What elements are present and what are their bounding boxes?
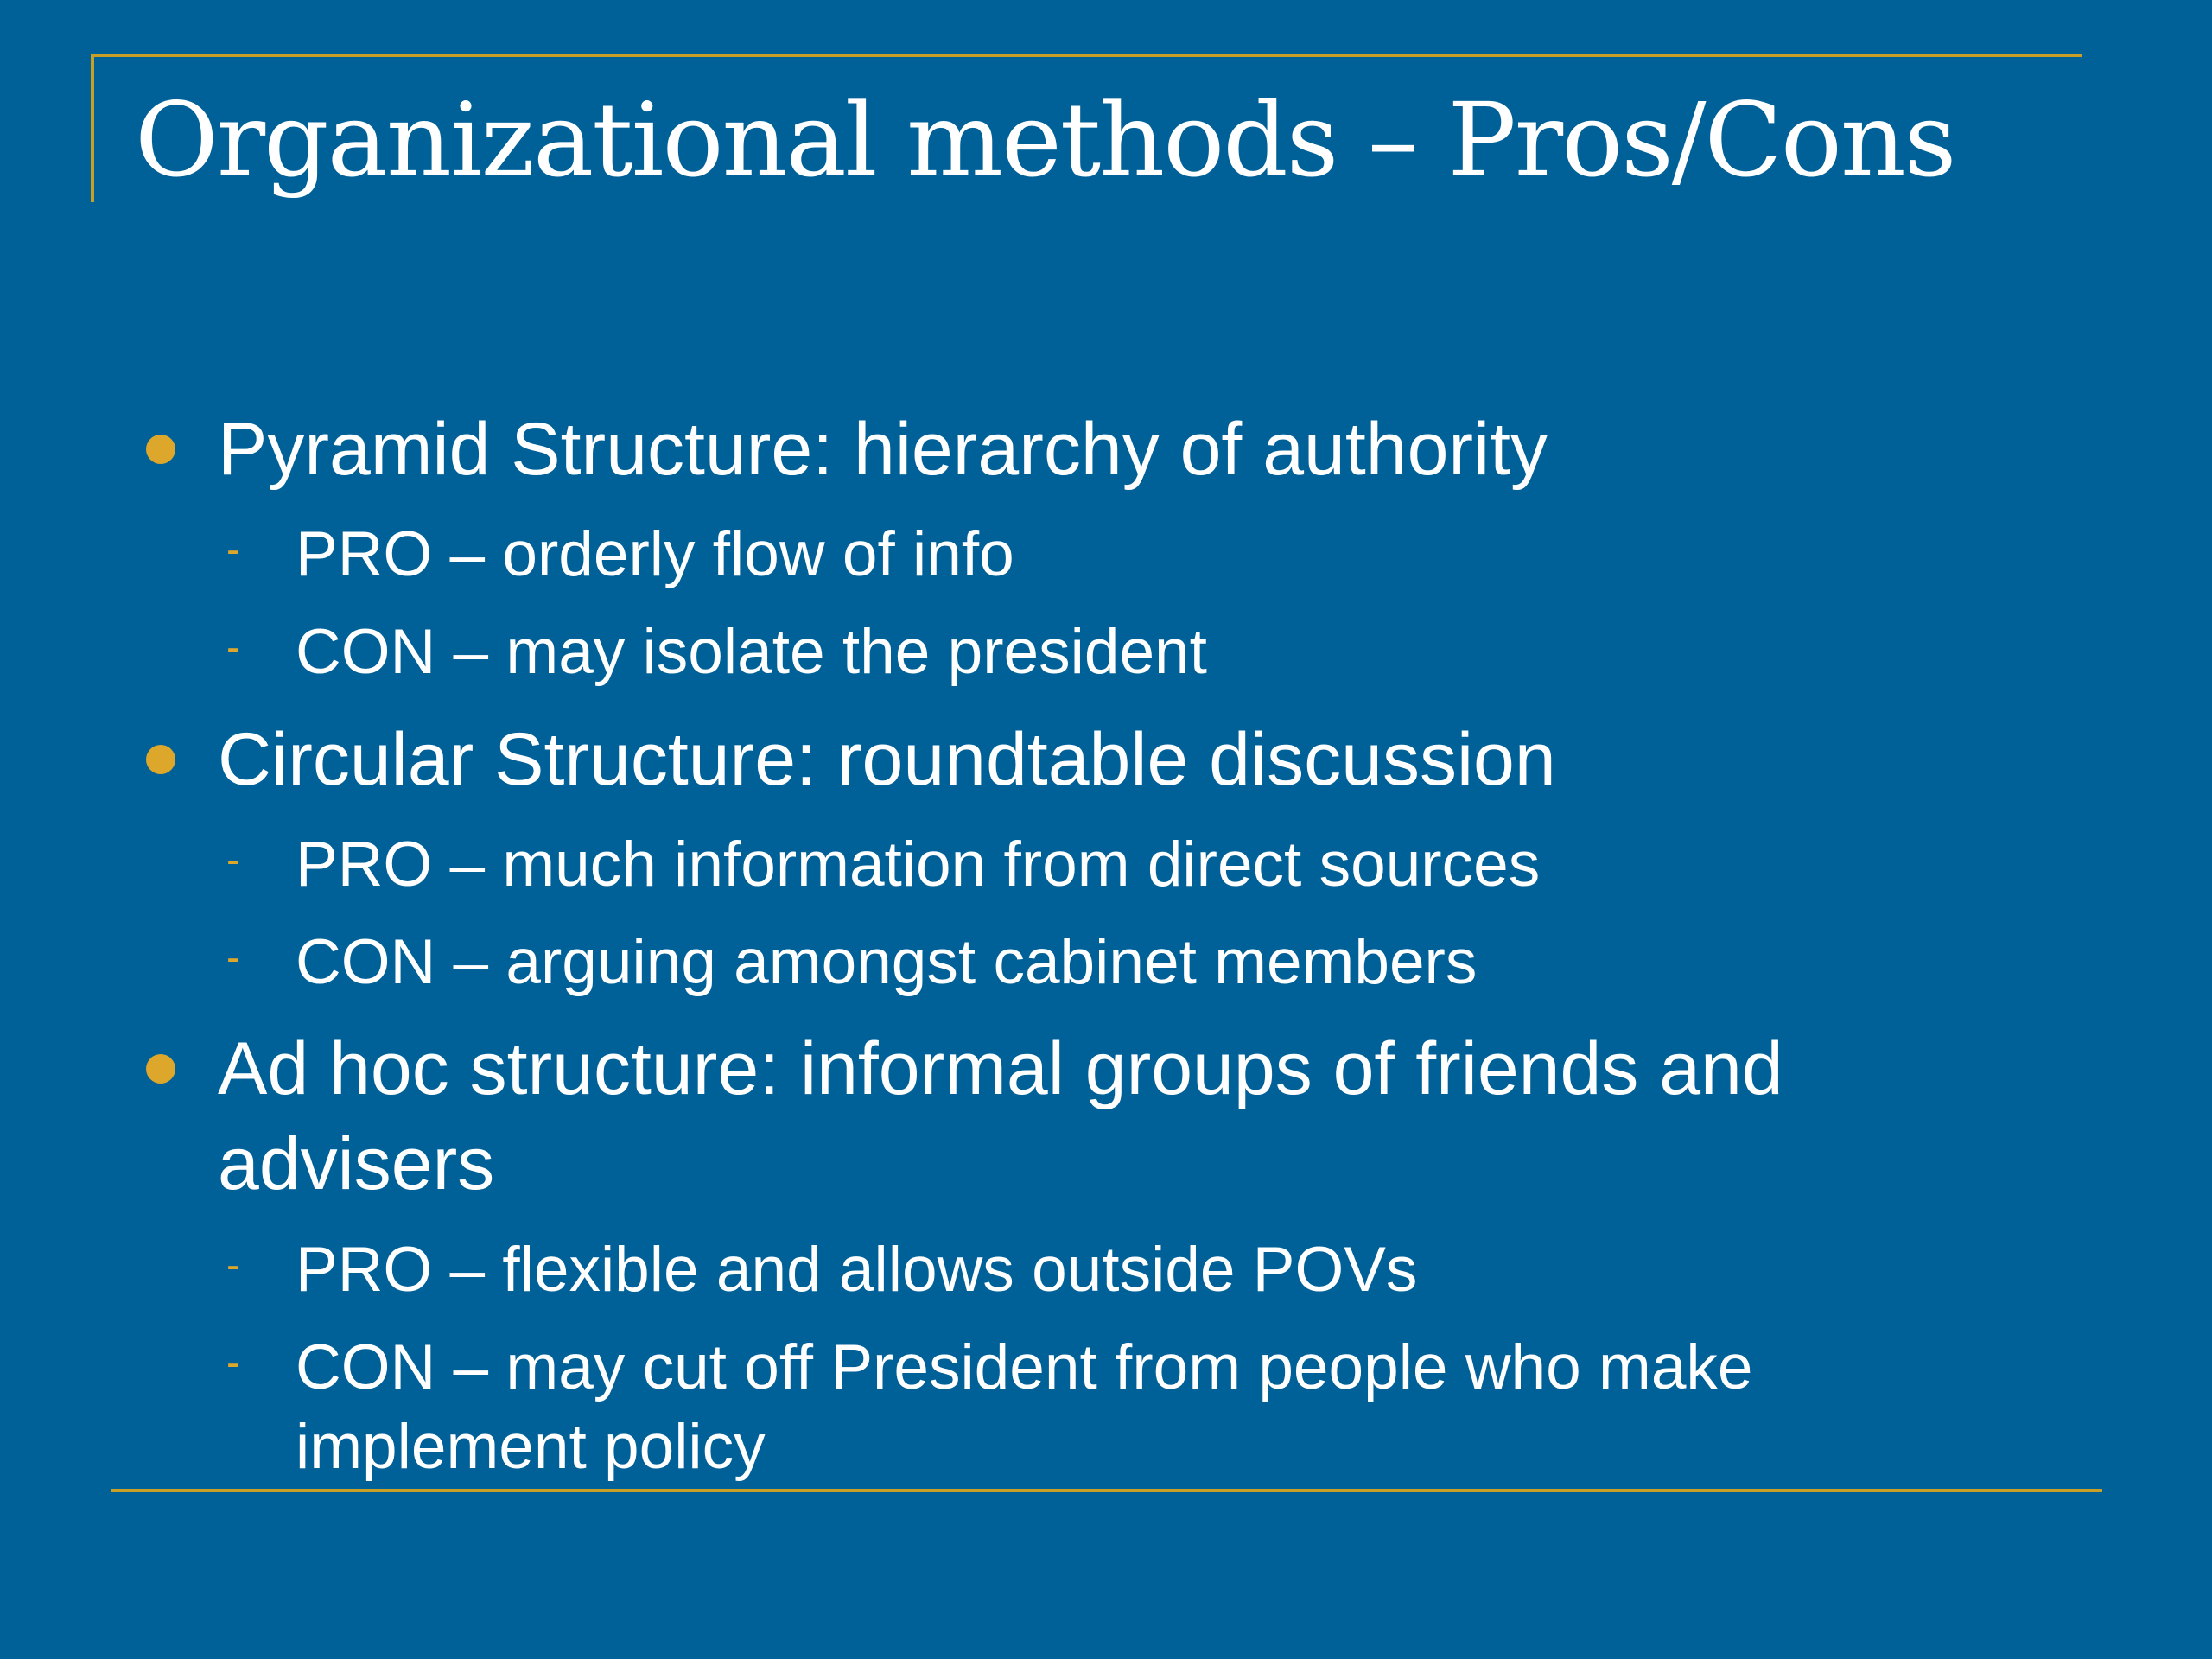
sub-item-adhoc-con-line1: CON – may cut off President from people who make — [296, 1332, 1753, 1402]
dash-icon: - — [226, 837, 240, 883]
bullet-item-adhoc-line1: Ad hoc structure: informal groups of friends and — [218, 1027, 1783, 1110]
sub-item-pyramid-pro: PRO – orderly flow of info — [296, 519, 1014, 589]
dash-icon: - — [226, 625, 240, 671]
sub-item-circular-pro: PRO – much information from direct sources — [296, 830, 1541, 899]
bullet-dot-icon — [146, 435, 175, 464]
sub-item-pyramid-con: CON – may isolate the president — [296, 617, 1207, 687]
dash-icon: - — [226, 527, 240, 573]
sub-item-adhoc-pro: PRO – flexible and allows outside POVs — [296, 1235, 1418, 1305]
bottom-divider-line — [111, 1489, 2102, 1492]
dash-icon: - — [226, 1340, 240, 1386]
bullet-item-pyramid: Pyramid Structure: hierarchy of authority — [218, 408, 1548, 491]
dash-icon: - — [226, 1243, 240, 1288]
sub-item-adhoc-con-line2: implement policy — [296, 1412, 766, 1482]
bullet-item-circular: Circular Structure: roundtable discussion — [218, 718, 1556, 801]
slide-title: Organizational methods – Pros/Cons — [135, 80, 1955, 200]
sub-item-circular-con: CON – arguing amongst cabinet members — [296, 927, 1478, 997]
bullet-item-adhoc-line2: advisers — [218, 1122, 495, 1205]
bullet-dot-icon — [146, 745, 175, 774]
dash-icon: - — [226, 935, 240, 981]
bullet-dot-icon — [146, 1054, 175, 1084]
